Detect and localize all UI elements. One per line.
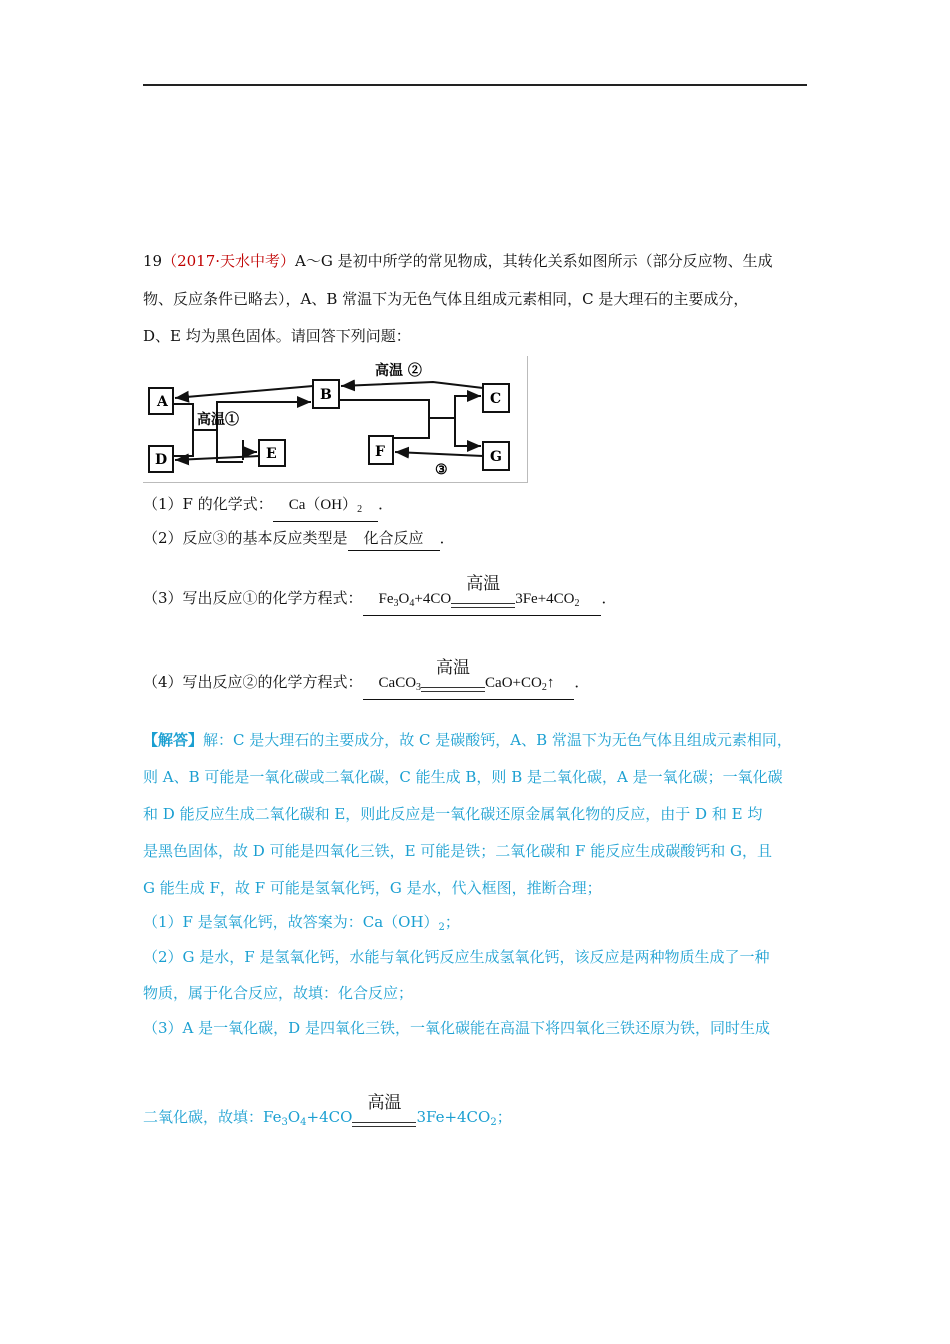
solution-line-1 bbox=[143, 729, 792, 751]
sq1-answer-sub: 2 bbox=[357, 504, 363, 515]
solution-p1-text: （1）F 是氢氧化钙，故答案为：Ca（OH） bbox=[143, 913, 439, 931]
question-number: 19 bbox=[143, 252, 163, 270]
sq3-equation bbox=[363, 574, 602, 616]
node-G: G bbox=[490, 449, 502, 465]
sq4-condition: 高温 bbox=[436, 658, 471, 678]
sq3-prefix: （3）写出反应①的化学方程式： bbox=[143, 589, 363, 607]
node-C: C bbox=[490, 391, 502, 407]
solution-p3-condition: 高温 bbox=[367, 1093, 402, 1113]
sq1-suffix: ． bbox=[378, 495, 394, 513]
sq3-right: 3Fe+4CO bbox=[515, 591, 575, 607]
stem-text: A～G 是初中所学的常见物成，其转化关系如图所示（部分反应物、生成 bbox=[295, 252, 773, 270]
sub-question-4 bbox=[143, 658, 590, 700]
sq3-left-tail: +4CO bbox=[414, 591, 452, 607]
solution-p3-mid: O bbox=[287, 1108, 301, 1126]
sq3-right-sub: 2 bbox=[574, 598, 580, 609]
solution-p1-sub: 2 bbox=[438, 922, 445, 933]
solution-part-3-line1: （3）A 是一氧化碳，D 是四氧化三铁，一氧化碳能在高温下将四氧化三铁还原为铁，同时生成 bbox=[143, 1019, 770, 1037]
sub-question-1 bbox=[143, 493, 393, 522]
sq2-prefix: （2）反应③的基本反应类型是 bbox=[143, 529, 348, 547]
solution-p3-tail: ； bbox=[496, 1108, 512, 1126]
solution-line-3: 和 D 能反应生成二氧化碳和 E，则此反应是一氧化碳还原金属氧化物的反应，由于 D 和 E 均 bbox=[143, 805, 763, 823]
label-reaction-1: 高温① bbox=[197, 412, 239, 428]
sq1-answer-text: Ca（OH） bbox=[288, 497, 358, 513]
solution-text: 解：C 是大理石的主要成分，故 C 是碳酸钙，A、B 常温下为无色气体且组成元素相同， bbox=[203, 731, 792, 749]
sq3-left: Fe bbox=[378, 591, 394, 607]
solution-tag: 【解答】 bbox=[143, 731, 204, 749]
sq1-prefix: （1）F 的化学式： bbox=[143, 495, 273, 513]
sq3-left-mid: O bbox=[398, 591, 410, 607]
reaction-diagram bbox=[143, 356, 528, 483]
solution-p3-sub1: 3 bbox=[281, 1117, 288, 1128]
solution-p3-sub2: 4 bbox=[300, 1117, 307, 1128]
sq4-suffix: ． bbox=[574, 673, 590, 691]
sq3-condition: 高温 bbox=[466, 574, 501, 594]
solution-p3-right-sub: 2 bbox=[490, 1117, 497, 1128]
sq2-suffix: ． bbox=[439, 529, 455, 547]
solution-p3-right: 3Fe+4CO bbox=[416, 1108, 491, 1126]
sq4-right-tail: ↑ bbox=[546, 675, 555, 691]
question-source: （2017·天水中考） bbox=[162, 252, 296, 270]
solution-part-1 bbox=[143, 911, 460, 939]
sq4-right: CaO+CO bbox=[485, 675, 542, 691]
solution-line-2: 则 A、B 可能是一氧化碳或二氧化碳，C 能生成 B，则 B 是二氧化碳，A 是一氧化碳；一氧化碳 bbox=[143, 768, 783, 786]
sq4-left-sub: 3 bbox=[416, 682, 422, 693]
solution-line-5: G 能生成 F，故 F 可能是氢氧化钙，G 是水，代入框图，推断合理； bbox=[143, 879, 602, 897]
question-stem-line2: 物、反应条件已略去），A、B 常温下为无色气体且组成元素相同，C 是大理石的主要成分， bbox=[143, 290, 749, 308]
label-reaction-2: 高温 ② bbox=[375, 363, 422, 379]
node-B: B bbox=[320, 387, 332, 403]
sq3-left-sub1: 3 bbox=[393, 598, 399, 609]
sq3-condition-sign bbox=[451, 574, 515, 615]
sq1-answer bbox=[273, 494, 378, 522]
sq3-suffix: ． bbox=[601, 589, 617, 607]
question-stem-line3: D、E 均为黑色固体。请回答下列问题： bbox=[143, 327, 411, 345]
solution-part-2-line2: 物质，属于化合反应，故填：化合反应； bbox=[143, 984, 414, 1002]
sq2-answer: 化合反应 bbox=[348, 528, 440, 551]
solution-part-3-line2 bbox=[143, 1093, 512, 1134]
solution-p3-condition-sign bbox=[352, 1093, 416, 1134]
sq4-condition-sign bbox=[421, 658, 485, 699]
node-E: E bbox=[266, 446, 277, 462]
node-F: F bbox=[375, 444, 385, 460]
sq4-left: CaCO bbox=[378, 675, 417, 691]
solution-p3-left: Fe bbox=[263, 1108, 282, 1126]
solution-p1-tail: ； bbox=[444, 913, 460, 931]
question-stem-line1 bbox=[143, 250, 773, 272]
sub-question-3 bbox=[143, 574, 617, 616]
sq4-prefix: （4）写出反应②的化学方程式： bbox=[143, 673, 363, 691]
solution-p3-left-tail: +4CO bbox=[306, 1108, 353, 1126]
header-rule bbox=[143, 84, 807, 86]
solution-part-2-line1: （2）G 是水，F 是氢氧化钙，水能与氧化钙反应生成氢氧化钙，该反应是两种物质生成了一种 bbox=[143, 948, 770, 966]
label-reaction-3: ③ bbox=[435, 462, 448, 478]
solution-line-4: 是黑色固体，故 D 可能是四氧化三铁，E 可能是铁；二氧化碳和 F 能反应生成碳酸钙和 G，且 bbox=[143, 842, 772, 860]
solution-p3-prefix: 二氧化碳，故填： bbox=[143, 1108, 264, 1126]
node-A: A bbox=[157, 394, 168, 410]
sq3-left-sub2: 4 bbox=[409, 598, 415, 609]
sub-question-2 bbox=[143, 527, 455, 551]
node-D: D bbox=[155, 452, 168, 468]
sq4-right-sub: 2 bbox=[541, 682, 547, 693]
sq4-equation bbox=[363, 658, 575, 700]
